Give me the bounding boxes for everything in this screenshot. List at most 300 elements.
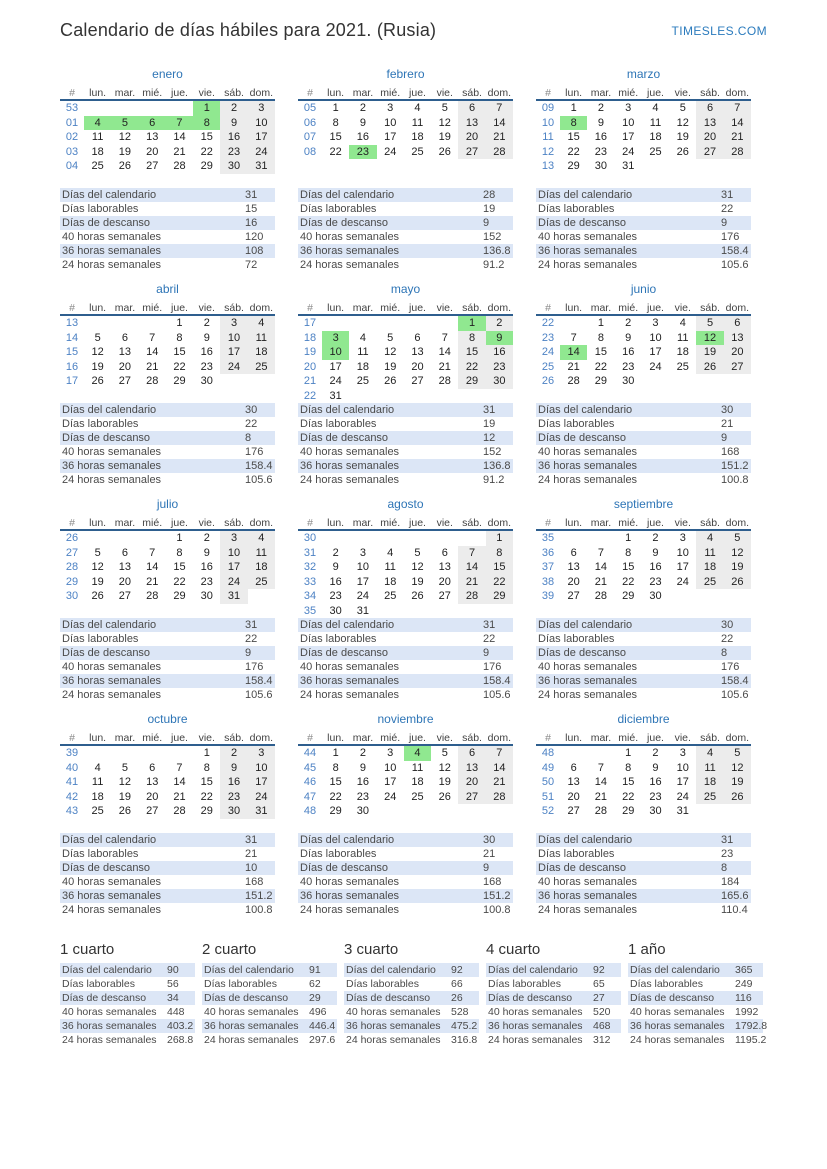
week-column-header: # [536, 516, 560, 530]
weekend-day-cell: 3 [248, 100, 275, 116]
month-block-agosto [298, 497, 513, 702]
weekday-header: lun. [84, 301, 111, 315]
day-cell [669, 374, 696, 389]
stat-label: Días laborables [488, 978, 561, 990]
day-cell: 28 [146, 590, 159, 602]
day-cell [84, 530, 111, 546]
day-cell: 26 [438, 790, 451, 803]
day-cell: 18 [411, 776, 424, 788]
day-cell: 7 [570, 331, 577, 344]
day-cell: 20 [411, 360, 424, 373]
weekend-day-cell: 22 [458, 360, 485, 375]
calendar-area [298, 497, 513, 618]
day-cell: 17 [384, 131, 397, 143]
stat-label: Días del calendario [62, 964, 152, 976]
stat-value: 31 [721, 834, 734, 846]
calendar-table [536, 301, 751, 389]
stat-label: Días laborables [300, 203, 377, 215]
summary-stats-table [202, 963, 337, 1047]
week-number: 29 [65, 575, 79, 588]
summary-block-1-año [628, 941, 768, 1047]
weekday-header: sáb. [458, 86, 485, 100]
weekday-header: dom. [725, 86, 750, 99]
day-cell: 1 [332, 102, 339, 114]
week-column-header: # [60, 516, 84, 530]
stat-label: Días laborables [300, 848, 377, 860]
week-number: 25 [541, 360, 555, 373]
day-cell: 29 [567, 160, 580, 172]
week-number: 39 [541, 590, 555, 602]
stat-row [60, 688, 275, 702]
month-block-diciembre [536, 712, 751, 917]
week-row [298, 775, 513, 790]
day-cell: 24 [356, 590, 370, 602]
stat-row [60, 1005, 195, 1019]
day-cell: 25 [649, 145, 662, 158]
day-cell [111, 745, 138, 761]
weekday-header: jue. [166, 731, 193, 745]
month-stats-table [536, 188, 751, 272]
day-cell: 15 [329, 776, 342, 788]
day-cell: 10 [384, 116, 397, 129]
stat-row [536, 875, 751, 889]
stat-label: Días de descanso [538, 217, 627, 229]
month-title: diciembre [617, 712, 670, 726]
stat-label: Días laborables [62, 203, 139, 215]
day-cell: 12 [118, 776, 132, 788]
week-number: 48 [541, 747, 555, 759]
stat-value: 446.4 [309, 1020, 336, 1032]
weekend-day-cell: 20 [724, 345, 751, 360]
month-title: febrero [386, 67, 425, 81]
weekend-day-cell: 20 [458, 130, 485, 145]
month-title: mayo [390, 282, 421, 296]
holiday-day-cell: 6 [139, 116, 166, 131]
stat-row [536, 445, 751, 459]
stat-label: 36 horas semanales [204, 1020, 299, 1032]
day-cell: 11 [91, 776, 104, 788]
month-stats-table [298, 188, 513, 272]
day-cell: 13 [118, 561, 132, 573]
month-title: abril [156, 282, 179, 296]
week-row [298, 145, 513, 160]
stat-label: 24 horas semanales [204, 1034, 299, 1046]
stat-row [60, 646, 275, 660]
weekend-day-cell: 8 [486, 546, 513, 561]
week-row [60, 530, 275, 546]
week-row [60, 159, 275, 174]
stat-value: 448 [167, 1006, 185, 1018]
weekend-day-cell: 13 [724, 331, 751, 346]
day-cell: 9 [332, 561, 339, 573]
day-cell [486, 804, 513, 819]
summary-stats-table [628, 963, 768, 1047]
stat-label: 40 horas semanales [62, 446, 162, 458]
day-cell: 14 [594, 561, 608, 573]
weekend-day-cell: 16 [220, 775, 247, 790]
day-cell: 20 [567, 575, 580, 588]
day-cell: 13 [567, 776, 580, 788]
stat-row [298, 646, 513, 660]
weekend-day-cell: 2 [220, 745, 247, 761]
day-cell [404, 315, 431, 331]
weekday-header: mié. [377, 301, 404, 315]
weekday-header: lun. [322, 731, 349, 745]
stat-label: Días del calendario [62, 189, 157, 201]
weekday-header: jue. [404, 731, 431, 745]
weekend-day-cell: 13 [458, 761, 485, 776]
day-cell: 26 [438, 145, 451, 158]
stat-label: 36 horas semanales [300, 460, 400, 472]
stat-row [202, 1005, 337, 1019]
page-header [60, 20, 767, 41]
day-cell: 16 [649, 561, 662, 573]
weekday-header: vie. [193, 731, 220, 745]
weekend-day-cell: 10 [248, 116, 275, 131]
weekend-day-cell: 18 [696, 775, 723, 790]
summary-title: 2 cuarto [202, 941, 257, 958]
week-row [536, 790, 751, 805]
stat-row [60, 660, 275, 674]
weekend-day-cell: 24 [248, 790, 275, 805]
week-row [536, 560, 751, 575]
day-cell: 12 [411, 561, 424, 573]
weekend-day-cell: 16 [220, 130, 247, 145]
weekend-day-cell: 21 [724, 130, 751, 145]
week-number: 04 [65, 160, 79, 172]
week-number: 35 [303, 604, 317, 617]
day-cell: 8 [332, 116, 339, 129]
stat-value: 8 [245, 432, 252, 444]
weekend-day-cell: 13 [458, 116, 485, 131]
week-row [60, 345, 275, 360]
weekday-header: mié. [139, 516, 166, 530]
day-cell: 30 [200, 375, 213, 387]
calendar-area [536, 497, 751, 618]
stat-label: Días de descanso [346, 992, 431, 1004]
stat-value: 27 [593, 992, 605, 1004]
week-row [536, 761, 751, 776]
week-row [60, 775, 275, 790]
weekend-day-cell: 2 [486, 315, 513, 331]
day-cell [431, 530, 458, 546]
week-column-header: # [60, 301, 84, 315]
week-row [60, 116, 275, 131]
weekend-day-cell: 20 [696, 130, 723, 145]
weekday-header: lun. [560, 516, 587, 530]
day-cell [404, 389, 431, 404]
stat-label: Días de descanso [300, 647, 389, 659]
day-cell: 5 [94, 331, 101, 344]
stat-row [298, 431, 513, 445]
day-cell: 12 [438, 116, 451, 129]
day-cell: 24 [384, 145, 397, 158]
weekend-day-cell: 25 [248, 360, 275, 375]
week-number: 43 [65, 805, 79, 817]
month-block-febrero [298, 67, 513, 272]
stat-value: 176 [245, 661, 264, 673]
weekend-day-cell: 14 [458, 560, 485, 575]
day-cell: 11 [91, 131, 104, 143]
stat-label: Días del calendario [62, 619, 157, 631]
weekend-day-cell: 7 [724, 100, 751, 116]
stat-value: 31 [245, 834, 258, 846]
day-cell: 1 [570, 102, 577, 114]
week-row [298, 100, 513, 116]
day-cell: 2 [359, 747, 366, 759]
day-cell [139, 530, 166, 546]
stat-row [536, 632, 751, 646]
stat-value: 21 [483, 848, 496, 860]
stat-value: 168 [483, 876, 502, 888]
month-title: noviembre [377, 712, 434, 726]
day-cell: 26 [411, 590, 424, 602]
stat-label: Días de descanso [204, 992, 289, 1004]
stat-value: 90 [167, 964, 179, 976]
week-row [536, 589, 751, 604]
weekday-header: mar. [587, 86, 614, 100]
weekday-header: sáb. [220, 731, 247, 745]
weekday-header: dom. [725, 731, 750, 744]
stat-label: 36 horas semanales [300, 890, 400, 902]
stat-row [298, 889, 513, 903]
stat-value: 65 [593, 978, 605, 990]
stat-row [60, 632, 275, 646]
day-cell: 28 [567, 375, 580, 387]
weekend-day-cell: 17 [248, 775, 275, 790]
week-number: 36 [541, 546, 555, 559]
stat-row [486, 991, 621, 1005]
weekday-header: mié. [615, 516, 642, 530]
day-cell: 17 [384, 776, 397, 788]
weekend-day-cell: 22 [486, 575, 513, 590]
stat-label: Días laborables [630, 978, 703, 990]
stat-value: 21 [245, 848, 258, 860]
stat-value: 22 [721, 633, 734, 645]
day-cell [139, 100, 166, 116]
stat-label: 24 horas semanales [630, 1034, 725, 1046]
day-cell: 31 [356, 604, 370, 617]
stat-row [60, 258, 275, 272]
calendar-table [60, 301, 275, 389]
week-number: 45 [303, 761, 317, 774]
day-cell: 26 [118, 160, 132, 172]
stat-label: 36 horas semanales [62, 245, 162, 257]
stat-label: Días del calendario [300, 834, 395, 846]
stat-label: 40 horas semanales [538, 446, 638, 458]
day-cell: 12 [118, 131, 132, 143]
calendar-area [60, 712, 275, 833]
day-cell: 15 [622, 776, 635, 788]
stat-label: 36 horas semanales [300, 245, 400, 257]
day-cell: 24 [384, 790, 397, 803]
stat-value: 120 [245, 231, 264, 243]
summary-title: 1 cuarto [60, 941, 115, 958]
day-cell [669, 589, 696, 604]
stat-label: 24 horas semanales [300, 904, 400, 916]
day-cell [139, 745, 166, 761]
day-cell [724, 374, 751, 389]
stat-row [298, 618, 513, 632]
weekend-day-cell: 5 [696, 315, 723, 331]
stat-label: Días del calendario [300, 404, 395, 416]
week-number: 27 [65, 546, 79, 559]
day-cell: 14 [594, 776, 608, 788]
week-number: 39 [65, 747, 79, 759]
stat-row [536, 847, 751, 861]
day-cell: 21 [567, 360, 580, 373]
day-cell: 2 [597, 102, 604, 114]
weekend-day-cell: 2 [220, 100, 247, 116]
week-row [536, 360, 751, 375]
day-cell: 16 [329, 575, 342, 588]
day-cell: 11 [677, 331, 689, 344]
day-cell [111, 100, 138, 116]
day-cell: 31 [676, 805, 689, 817]
day-cell: 19 [118, 145, 132, 158]
week-row [298, 761, 513, 776]
day-cell: 12 [676, 116, 689, 129]
stat-row [536, 202, 751, 216]
week-row [60, 331, 275, 346]
stat-row [628, 1033, 767, 1047]
stat-value: 158.4 [245, 460, 273, 472]
stat-row [60, 903, 275, 917]
stat-row [344, 1033, 479, 1047]
day-cell: 17 [622, 131, 635, 143]
day-cell: 9 [203, 331, 210, 344]
weekend-day-cell: 11 [696, 761, 723, 776]
day-cell: 16 [622, 346, 635, 358]
weekend-day-cell: 6 [458, 100, 485, 116]
day-cell: 26 [384, 375, 397, 387]
day-cell: 24 [622, 145, 635, 158]
holiday-day-cell: 7 [166, 116, 193, 131]
week-number: 50 [541, 776, 555, 788]
day-cell: 27 [118, 375, 132, 387]
site-link[interactable]: TIMESLES.COM [671, 24, 767, 38]
stat-row [536, 688, 751, 702]
weekend-day-cell: 31 [248, 159, 275, 174]
day-cell: 30 [200, 590, 213, 602]
stat-row [486, 1005, 621, 1019]
summary-stats-table [60, 963, 195, 1047]
day-cell [377, 389, 404, 404]
day-cell: 8 [332, 761, 339, 774]
week-row [60, 761, 275, 776]
weekday-header: mar. [349, 516, 376, 530]
weekend-day-cell: 27 [724, 360, 751, 375]
day-cell: 7 [149, 546, 156, 559]
day-cell: 8 [597, 331, 604, 344]
weekday-header: mar. [587, 301, 614, 315]
calendar-area [60, 282, 275, 403]
week-row [298, 360, 513, 375]
stat-label: Días del calendario [204, 964, 294, 976]
day-cell: 6 [570, 546, 577, 559]
week-number: 11 [542, 131, 554, 143]
stat-value: 30 [721, 404, 734, 416]
stat-value: 31 [245, 189, 258, 201]
day-cell: 27 [438, 590, 451, 602]
weekend-day-cell: 26 [696, 360, 723, 375]
week-row [536, 745, 751, 761]
week-number: 38 [541, 575, 555, 588]
day-cell: 27 [118, 590, 132, 602]
stat-value: 105.6 [483, 689, 511, 701]
stat-value: 30 [245, 404, 258, 416]
weekday-header: vie. [431, 301, 458, 315]
stat-label: 40 horas semanales [62, 661, 162, 673]
day-cell: 19 [118, 790, 132, 803]
stat-value: 176 [721, 231, 740, 243]
stat-value: 56 [167, 978, 179, 990]
day-cell: 15 [200, 131, 213, 143]
stat-value: 9 [483, 647, 490, 659]
day-cell [377, 604, 404, 619]
weekday-header: sáb. [696, 301, 723, 315]
week-row [60, 100, 275, 116]
week-number: 22 [303, 389, 317, 402]
day-cell: 1 [332, 747, 339, 759]
stat-label: 24 horas semanales [300, 689, 400, 701]
stat-label: Días de descanso [488, 992, 573, 1004]
day-cell: 23 [594, 145, 608, 158]
day-cell [431, 804, 458, 819]
weekday-header: sáb. [220, 86, 247, 100]
day-cell [696, 374, 723, 389]
stat-value: 151.2 [245, 890, 273, 902]
day-cell [139, 315, 166, 331]
day-cell: 25 [411, 145, 424, 158]
day-cell: 10 [676, 761, 689, 774]
stat-row [60, 244, 275, 258]
month-title: junio [630, 282, 657, 296]
day-cell: 11 [649, 116, 662, 129]
stat-label: 40 horas semanales [62, 231, 162, 243]
week-number: 12 [541, 145, 555, 158]
day-cell [377, 804, 404, 819]
stat-value: 100.8 [483, 904, 511, 916]
day-cell: 8 [176, 331, 183, 344]
stat-label: Días del calendario [346, 964, 436, 976]
stat-value: 9 [721, 217, 728, 229]
day-cell: 8 [176, 546, 183, 559]
day-cell [560, 530, 587, 546]
holiday-day-cell: 1 [458, 315, 485, 331]
day-cell: 25 [91, 805, 104, 817]
stat-value: 26 [451, 992, 463, 1004]
stat-label: Días de descanso [62, 647, 151, 659]
week-number: 22 [541, 317, 555, 329]
month-block-mayo [298, 282, 513, 487]
stat-row [536, 431, 751, 445]
stat-value: 520 [593, 1006, 611, 1018]
stat-row [628, 977, 763, 991]
week-row [536, 159, 751, 174]
summary-title: 4 cuarto [486, 941, 541, 958]
stat-value: 92 [451, 964, 463, 976]
weekend-day-cell: 24 [220, 360, 247, 375]
week-number: 28 [65, 561, 79, 573]
day-cell: 20 [146, 790, 159, 803]
day-cell: 22 [329, 790, 342, 803]
day-cell [404, 804, 431, 819]
day-cell: 28 [146, 375, 159, 387]
day-cell: 2 [652, 747, 659, 759]
stat-label: 40 horas semanales [538, 661, 638, 673]
day-cell: 11 [357, 346, 369, 358]
